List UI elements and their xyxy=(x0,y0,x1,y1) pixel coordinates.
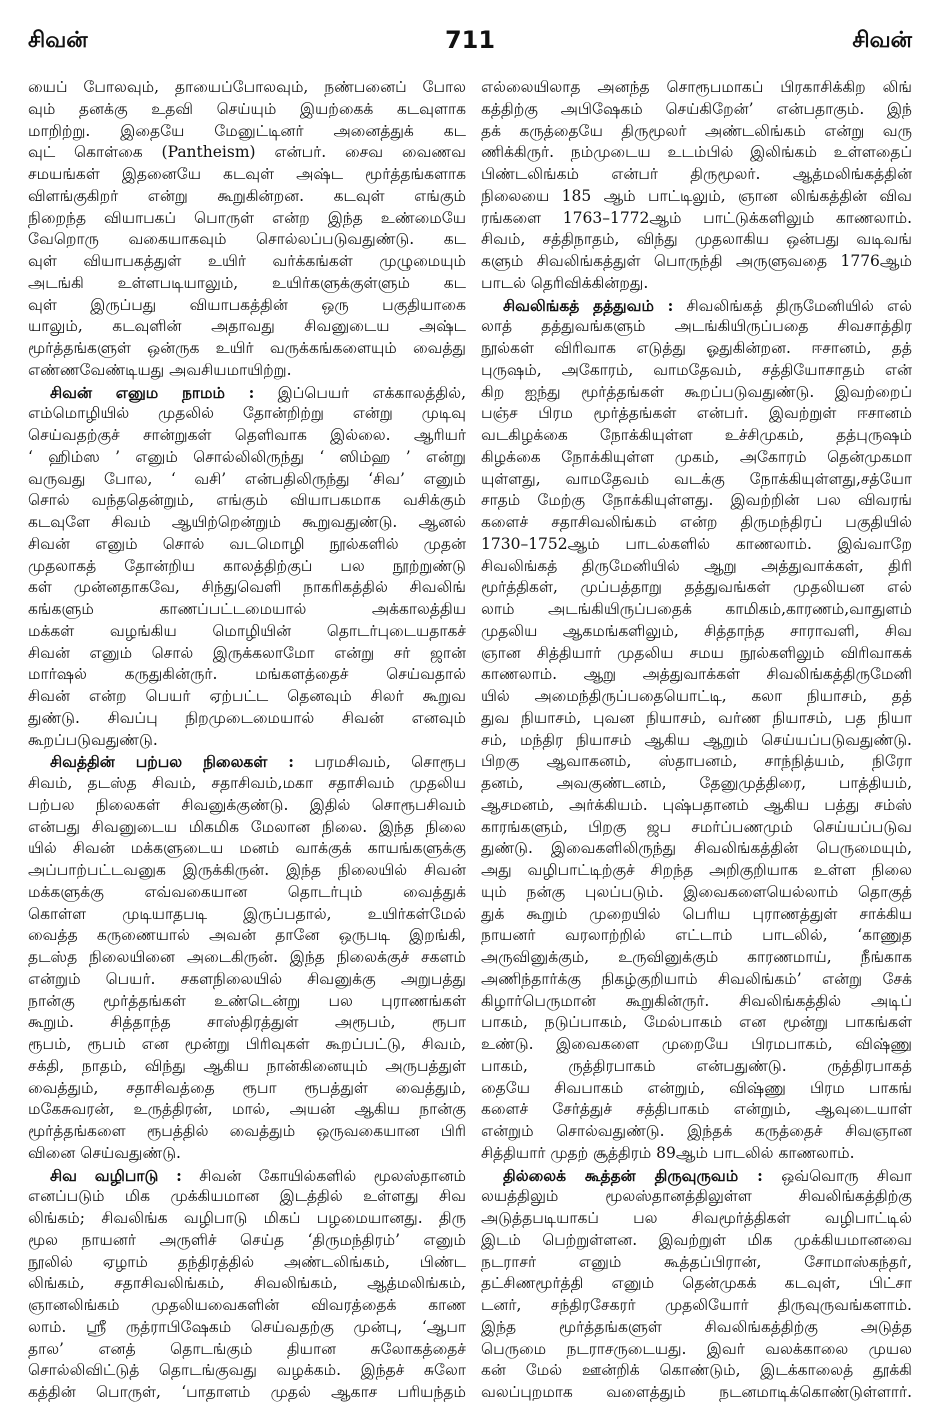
text-line xyxy=(481,447,912,469)
line-text: சம், மந்திர நியாசம் ஆகிய ஆறும் செய்யப்படுவதுண்டு. xyxy=(481,730,912,749)
text-line xyxy=(28,643,466,665)
line-text: லாத் தத்துவங்களும் அடங்கியிருப்பதை சிவசாத்திர xyxy=(481,317,912,336)
text-line xyxy=(481,838,912,860)
text-line xyxy=(481,534,912,556)
text-line xyxy=(28,664,466,686)
text-line xyxy=(481,730,912,752)
text-line xyxy=(481,1012,912,1034)
line-text: சிவன் என்ற பெயர் ஏற்பட்ட தெனவும் சிலர் கூறுவ xyxy=(28,687,466,705)
text-line xyxy=(28,534,466,556)
text-line xyxy=(28,1273,466,1295)
line-text: மக்கள் வழங்கிய மொழியின் தொடர்புடையதாகச் xyxy=(28,621,466,640)
text-line xyxy=(28,425,466,447)
text-line xyxy=(481,164,912,186)
text-line xyxy=(28,251,466,273)
line-text: புருஷம், அகோரம், வாமதேவம், சத்தியோசாதம் என் xyxy=(481,360,912,379)
text-line xyxy=(28,1012,466,1034)
text-line xyxy=(28,1056,466,1078)
line-text: சிவம், சத்திநாதம், விந்து முதலாகிய ஒன்பது வடிவங் xyxy=(481,230,912,249)
text-line xyxy=(28,751,466,773)
text-line xyxy=(28,991,466,1013)
line-text: நூலில் ஏழாம் தந்திரத்தில் அண்டலிங்கம், பிண்ட xyxy=(28,1252,466,1271)
text-line xyxy=(481,1360,912,1382)
text-line xyxy=(481,1230,912,1252)
line-text: வருவது போல, ‘ வசி’ என்பதிலிருந்து ‘சிவ’ எனும் xyxy=(28,469,466,488)
line-text: எண்ணவேண்டியது அவசியமாயிற்று. xyxy=(28,360,292,379)
line-text: ‘ ஹிம்ஸ ’ எனும் சொல்லிலிருந்து ‘ ஸிம்ஹ ’ என்று xyxy=(28,447,466,466)
line-text: கிற ஐந்து மூர்த்தங்கள் கூறப்படுவதுண்டு. இவற்றைப் xyxy=(481,382,912,401)
line-text: பாகம், ருத்திரபாகம் என்பதுண்டு. ருத்திரபாகத் xyxy=(481,1056,912,1075)
section-heading: சிவ வழிபாடு : xyxy=(50,1165,182,1185)
line-text: மூர்த்தங்களுள் ஒன்ருக உயிர் வருக்கங்களையும் வைத்து xyxy=(28,339,466,357)
line-text: நான்கு மூர்த்தங்கள் உண்டென்று பல புராணங்கள் xyxy=(28,991,466,1010)
line-text: சிவன் கோயில்களில் மூலஸ்தானம் xyxy=(199,1166,466,1185)
text-line xyxy=(28,512,466,534)
text-line xyxy=(28,1099,466,1121)
text-line xyxy=(481,947,912,969)
line-text: அணிந்தார்க்கு நிகழ்குறியாம் சிவலிங்கம்’ என்று சேக் xyxy=(481,969,912,988)
text-line xyxy=(28,860,466,882)
text-line xyxy=(28,904,466,926)
line-text: எம்மொழியில் முதலில் தோன்றிற்று என்று முடிவு xyxy=(28,404,466,423)
text-line xyxy=(481,664,912,686)
text-line xyxy=(481,904,912,926)
text-line xyxy=(481,251,912,273)
line-text: துக் கூறும் முறையில் பெரிய புராணத்துள் சாக்கிய xyxy=(481,904,912,923)
text-line xyxy=(481,643,912,665)
line-text: நூல்கள் விரிவாக எடுத்து ஓதுகின்றன. ஈசானம், தத் xyxy=(481,339,912,357)
line-text: ஒவ்வொரு சிவா xyxy=(781,1166,912,1185)
line-text: என்றும் பெயர். சகளநிலையில் சிவனுக்கு அறுபத்து xyxy=(28,969,466,988)
text-line xyxy=(481,1121,912,1143)
text-line xyxy=(28,208,466,230)
line-text: சித்தியார் முதற் சூத்திரம் 89ஆம் பாடலில் காணலாம். xyxy=(481,1143,855,1162)
line-text: தால’ எனத் தொடங்கும் தியான சுலோகத்தைச் xyxy=(28,1339,466,1358)
text-line xyxy=(481,1186,912,1208)
line-text: மார்ஷல் கருதுகின்ருர். மங்களத்தைச் செய்வதால் xyxy=(28,665,466,684)
text-line xyxy=(481,1208,912,1230)
line-text: கங்களும் காணப்பட்டமையால் அக்காலத்திய xyxy=(28,600,466,618)
line-text: அடுத்தபடியாகப் பல சிவமூர்த்திகள் வழிபாட்டில் xyxy=(481,1209,912,1227)
line-text: அது வழிபாட்டிற்குச் சிறந்த அறிகுறியாக உள்ள நிலை xyxy=(481,861,912,879)
text-line xyxy=(481,273,912,295)
text-line xyxy=(481,338,912,360)
text-line xyxy=(28,708,466,730)
text-line xyxy=(481,925,912,947)
text-line xyxy=(28,99,466,121)
text-line xyxy=(28,947,466,969)
text-line xyxy=(481,599,912,621)
line-text: யில் அமைந்திருப்பதையொட்டி, கலா நியாசம், தத் xyxy=(481,687,912,705)
text-line xyxy=(481,186,912,208)
text-line xyxy=(28,403,466,425)
line-text: 1730–1752ஆம் பாடல்களில் காணலாம். இவ்வாறே xyxy=(481,534,912,553)
text-line xyxy=(481,403,912,425)
text-line xyxy=(28,1295,466,1317)
line-text: சொல்லிவிட்டுத் தொடங்குவது வழக்கம். இந்தச் சுலோ xyxy=(28,1361,466,1380)
text-line xyxy=(481,817,912,839)
running-head-right: சிவன் xyxy=(852,27,912,53)
text-line xyxy=(28,817,466,839)
line-text: ரங்களை 1763–1772ஆம் பாட்டுக்களிலும் காணலாம். xyxy=(481,208,912,227)
text-line xyxy=(481,751,912,773)
line-text: சிவன் எனும் சொல் இருக்கலாமோ என்று சர் ஜான் xyxy=(28,643,466,662)
text-line xyxy=(481,686,912,708)
text-line xyxy=(481,99,912,121)
text-line xyxy=(28,186,466,208)
line-text: சொல் வந்ததென்றும், எங்கும் வியாபகமாக வசிக்கும் xyxy=(28,491,466,510)
text-line xyxy=(481,1078,912,1100)
line-text: நடராசர் எனும் கூத்தப்பிரான், சோமாஸ்கந்தர், xyxy=(481,1252,912,1271)
text-line xyxy=(481,1317,912,1339)
text-line xyxy=(28,316,466,338)
text-line xyxy=(28,295,466,317)
line-text: காரங்களும், பிறகு ஜப சமர்ப்பணமும் செய்யப்படுவ xyxy=(481,817,912,836)
line-text: மக்களுக்கு எவ்வகையான தொடர்பும் வைத்துக் xyxy=(28,882,466,901)
text-line xyxy=(481,77,912,99)
text-line xyxy=(28,164,466,186)
line-text: சிவலிங்கத் திருமேனியில் எல் xyxy=(686,296,912,315)
line-text: மாறிற்று. இதையே மேனுட்டினர் அனைத்துக் கட xyxy=(28,121,466,140)
line-text: காணலாம். ஆறு அத்துவாக்கள் சிவலிங்கத்திருமேனி xyxy=(481,665,912,684)
line-text: ணிக்கிருர். நம்முடைய உடம்பில் இலிங்கம் உள்ளதைப் xyxy=(481,143,912,162)
line-text: எல்லையிலாத அனந்த சொரூபமாகப் பிரகாசிக்கிற லிங் xyxy=(481,78,912,96)
line-text: வுள் இருப்பது வியாபகத்தின் ஒரு பகுதியாகை xyxy=(28,295,466,314)
line-text: அடங்கி உள்ளபடியாலும், உயிர்களுக்குள்ளும் கட xyxy=(28,273,466,292)
text-line xyxy=(481,1143,912,1165)
text-line xyxy=(481,708,912,730)
line-text: இடம் பெற்றுள்ளன. இவற்றுள் மிக முக்கியமானவை xyxy=(481,1230,912,1249)
text-line xyxy=(481,991,912,1013)
text-line xyxy=(481,382,912,404)
line-text: நிறைந்த வியாபகப் பொருள் என்ற இந்த உண்மையே xyxy=(28,208,466,227)
text-line xyxy=(28,1382,466,1404)
text-line xyxy=(28,1339,466,1361)
line-text: பாகம், நடுப்பாகம், மேல்பாகம் என மூன்று பாகங்கள் xyxy=(481,1013,912,1032)
line-text: கள் முன்னதாகவே, சிந்துவெளி நாகரிகத்தில் சிவலிங் xyxy=(28,578,466,597)
line-text: கூறப்படுவதுண்டு. xyxy=(28,730,158,749)
text-line xyxy=(481,425,912,447)
line-text: வுட் கொள்கை (Pantheism) என்பர். சைவ வைணவ xyxy=(28,143,466,162)
text-line xyxy=(28,1208,466,1230)
line-text: வுள் வியாபகத்துள் உயிர் வர்க்கங்கள் முழுமையும் xyxy=(28,252,466,270)
text-line xyxy=(481,1034,912,1056)
line-text: பரமசிவம், சொரூப xyxy=(314,753,466,772)
line-text: யும் நன்கு புலப்படும். இவைகளையெல்லாம் தொகுத் xyxy=(481,882,912,901)
line-text: லாம். ஸ்ரீ ருத்ராபிஷேகம் செய்வதற்கு முன்பு, ‘ஆபா xyxy=(28,1317,466,1336)
text-line xyxy=(28,577,466,599)
line-text: யாலும், கடவுளின் அதாவது சிவனுடைய அஷ்ட xyxy=(28,317,466,336)
line-text: களைச் சேர்த்துச் சத்திபாகம் என்றும், ஆவுடையாள் xyxy=(481,1100,912,1119)
text-line xyxy=(481,1382,912,1404)
line-text: சிவன் எனும் சொல் வடமொழி நூல்களில் முதன் xyxy=(28,534,466,553)
text-line xyxy=(481,142,912,164)
section-heading: சிவத்தின் பற்பல நிலைகள் : xyxy=(50,752,294,772)
line-text: சிவலிங்கத் திருமேனியில் ஆறு அத்துவாக்கள், திரி xyxy=(481,556,912,575)
line-text: துண்டு. சிவப்பு நிறமுடைமையால் சிவன் எனவும் xyxy=(28,708,466,727)
text-line xyxy=(28,360,466,382)
right-column xyxy=(481,77,912,1404)
line-text: கூறும். சித்தாந்த சாஸ்திரத்துள் அரூபம், ரூபா xyxy=(28,1013,466,1032)
line-text: களைச் சதாசிவலிங்கம் என்ற திருமந்திரப் பகுதியில் xyxy=(481,513,912,531)
line-text: சமயங்கள் இதனையே கடவுள் அஷ்ட மூர்த்தங்களாக xyxy=(28,165,466,183)
line-text: பிறகு ஆவாகனம், ஸ்தாபனம், சாந்நித்யம், நிரோ xyxy=(481,752,912,771)
text-line xyxy=(28,773,466,795)
line-text: பாடல் தெரிவிக்கின்றது. xyxy=(481,273,649,292)
line-text: வைத்த கருணையால் அவன் தானே ஒருபடி இறங்கி, xyxy=(28,926,466,945)
text-line xyxy=(481,1056,912,1078)
line-text: கிழார்பெருமான் கூறுகின்ருர். சிவலிங்கத்தில் அடிப் xyxy=(481,991,912,1010)
line-text: மகேசுவரன், உருத்திரன், மால், அயன் ஆகிய நான்கு xyxy=(28,1100,466,1119)
text-line xyxy=(28,447,466,469)
line-text: ஞான சித்தியார் முதலிய சமய நூல்களிலும் விரிவாகக் xyxy=(481,643,912,662)
text-line xyxy=(28,273,466,295)
line-text: முதலிய ஆகமங்களிலும், சித்தாந்த சாராவளி, சிவ xyxy=(481,621,912,640)
text-line xyxy=(481,1252,912,1274)
text-line xyxy=(481,208,912,230)
text-line xyxy=(481,621,912,643)
line-text: என்பது சிவனுடைய மிகமிக மேலான நிலை. இந்த நிலை xyxy=(28,817,466,836)
line-text: வடகிழக்கை நோக்கியுள்ள உச்சிமுகம், தத்புருஷம் xyxy=(481,426,912,444)
text-line xyxy=(481,860,912,882)
line-text: களும் சிவலிங்கத்துள் பொருந்தி அருளுவதை 1776ஆம் xyxy=(481,252,912,270)
text-line xyxy=(28,1317,466,1339)
text-line xyxy=(28,730,466,752)
line-text: கன் மேல் ஊன்றிக் கொண்டும், இடக்காலைத் தூக்கி xyxy=(481,1361,912,1380)
text-line xyxy=(28,1186,466,1208)
text-line xyxy=(28,121,466,143)
line-text: பஞ்ச பிரம மூர்த்தங்கள் என்பர். இவற்றுள் ஈசானம் xyxy=(481,404,912,423)
line-text: யுள்ளது, வாமதேவம் வடக்கு நோக்கியுள்ளது,சத்யோ xyxy=(481,469,912,488)
line-text: முதலாகத் தோன்றிய காலத்திற்குப் பல நூற்றுண்டு xyxy=(28,556,466,575)
line-text: நாயனர் வரலாற்றில் எட்டாம் பாடலில், ‘காணுத xyxy=(481,926,912,945)
text-line xyxy=(481,577,912,599)
text-line xyxy=(28,969,466,991)
section-heading: தில்லைக் கூத்தன் திருவுருவம் : xyxy=(503,1165,763,1185)
text-line xyxy=(481,556,912,578)
line-text: பெருமை நடராசருடையது. இவர் வலக்காலை முயல xyxy=(481,1339,912,1358)
line-text: கத்தின் பொருள், ‘பாதாளம் முதல் ஆகாச பரியந்தம் xyxy=(28,1383,466,1401)
line-text: நிலையை 185 ஆம் பாட்டிலும், ஞான லிங்கத்தின் விவ xyxy=(481,186,912,205)
line-text: அப்பாற்பட்டவனுக இருக்கிருன். இந்த நிலையில் சிவன் xyxy=(28,861,466,879)
text-line xyxy=(28,795,466,817)
line-text: மூர்த்திகள், முப்பத்தாறு தத்துவங்கள் முதலியன எல் xyxy=(481,578,912,597)
text-line xyxy=(481,882,912,904)
text-line xyxy=(28,556,466,578)
running-head-left: சிவன் xyxy=(28,27,88,53)
section-heading: சிவலிங்கத் தத்துவம் : xyxy=(503,295,674,315)
text-line xyxy=(481,1165,912,1187)
line-text: வைத்தும், சதாசிவத்தை ரூபா ரூபத்துள் வைத்தும், xyxy=(28,1078,466,1097)
line-text: ஞானலிங்கம் முதலியவைகளின் விவரத்தைக் காண xyxy=(28,1296,466,1314)
line-text: சிவம், தடஸ்த சிவம், சதாசிவம்,மகா சதாசிவம் முதலிய xyxy=(28,774,466,792)
text-line xyxy=(28,882,466,904)
text-line xyxy=(28,469,466,491)
line-text: கத்திற்கு அபிஷேகம் செய்கிறேன்’ என்பதாகும். இந் xyxy=(481,99,912,118)
text-line xyxy=(481,773,912,795)
text-line xyxy=(481,969,912,991)
text-line xyxy=(28,925,466,947)
text-line xyxy=(481,360,912,382)
text-line xyxy=(28,1360,466,1382)
line-text: இப்பெயர் எக்காலத்தில், xyxy=(277,383,466,402)
text-line xyxy=(28,599,466,621)
text-line xyxy=(481,1339,912,1361)
line-text: மூல நாயனர் அருளிச் செய்த ‘திருமந்திரம்’ எனும் xyxy=(28,1230,466,1249)
text-line xyxy=(481,795,912,817)
text-line xyxy=(481,229,912,251)
line-text: லிங்கம், சதாசிவலிங்கம், சிவலிங்கம், ஆத்மலிங்கம், xyxy=(28,1274,466,1293)
text-line xyxy=(481,1295,912,1317)
text-line xyxy=(28,338,466,360)
line-text: கொள்ள முடியாதபடி இருப்பதால், உயிர்கள்மேல் xyxy=(28,904,466,923)
line-text: டனர், சந்திரசேகரர் முதலியோர் திருவுருவங்களாம். xyxy=(481,1296,912,1314)
section-heading: சிவன் எனும நாமம் : xyxy=(50,382,255,402)
text-line xyxy=(28,1034,466,1056)
line-text: கிழக்கை நோக்கியுள்ள முகம், அகோரம் தென்முகமா xyxy=(481,447,912,466)
text-line xyxy=(481,295,912,317)
line-text: ஆசமனம், அர்க்கியம். புஷ்பதானம் ஆகிய பத்து சம்ஸ் xyxy=(481,795,912,814)
line-text: வலப்புறமாக வளைத்தும் நடனமாடிக்கொண்டுள்ளார். xyxy=(481,1383,912,1401)
text-line xyxy=(481,490,912,512)
line-text: சாதம் மேற்கு நோக்கியுள்ளது. இவற்றின் பல விவரங் xyxy=(481,491,912,510)
line-text: செய்வதற்குச் சான்றுகள் தெளிவாக இல்லை. ஆரியர் xyxy=(28,426,466,444)
line-text: வேறொரு வகையாகவும் சொல்லப்படுவதுண்டு. கட xyxy=(28,230,466,249)
line-text: தக் கருத்தையே திருமூலர் அண்டலிங்கம் என்று வரு xyxy=(481,121,912,140)
line-text: விளங்குகிறர் என்று கூறுகின்றன. கடவுள் எங்கும் xyxy=(28,186,466,205)
line-text: யைப் போலவும், தாயைப்போலவும், நண்பனைப் போல xyxy=(28,78,466,96)
text-line xyxy=(28,621,466,643)
line-text: உண்டு. இவைகளை முறையே பிரமபாகம், விஷ்ணு xyxy=(481,1035,912,1053)
line-text: கடவுளே சிவம் ஆயிற்றென்றும் கூறுவதுண்டு. ஆனல் xyxy=(28,513,466,531)
text-line xyxy=(28,229,466,251)
line-text: வும் தனக்கு உதவி செய்யும் இயற்கைக் கடவுளாக xyxy=(28,99,466,118)
line-text: தையே சிவபாகம் என்றும், விஷ்ணு பிரம பாகங் xyxy=(481,1078,912,1097)
text-line xyxy=(28,382,466,404)
text-line xyxy=(28,1165,466,1187)
line-text: யில் சிவன் மக்களுடைய மனம் வாக்குக் காயங்களுக்கு xyxy=(28,839,466,858)
text-line xyxy=(481,469,912,491)
line-text: தடஸ்த நிலையினை அடைகிருன். இந்த நிலைக்குச் சகளம் xyxy=(28,948,466,966)
text-line xyxy=(481,1099,912,1121)
left-column xyxy=(28,77,466,1404)
line-text: எனப்படும் மிக முக்கியமான இடத்தில் உள்ளது சிவ xyxy=(28,1187,466,1206)
text-line xyxy=(481,121,912,143)
line-text: வினை செய்வதுண்டு. xyxy=(28,1143,181,1162)
line-text: பிண்டலிங்கம் என்பர் திருமூலர். ஆத்மலிங்கத்தின் xyxy=(481,165,912,183)
line-text: துண்டு. இவைகளிலிருந்து சிவலிங்கத்தின் பெருமையும், xyxy=(481,839,912,858)
text-line xyxy=(28,1078,466,1100)
text-line xyxy=(28,1121,466,1143)
text-line xyxy=(28,77,466,99)
text-line xyxy=(28,1143,466,1165)
text-line xyxy=(28,1252,466,1274)
line-text: மூர்த்தங்களை ரூபத்தில் வைத்தும் ஒருவகையான பிரி xyxy=(28,1122,466,1140)
line-text: தட்சிணமூர்த்தி எனும் தென்முகக் கடவுள், பிட்சா xyxy=(481,1274,912,1293)
line-text: துவ நியாசம், புவன நியாசம், வர்ண நியாசம், பத நியா xyxy=(481,708,912,727)
line-text: லயத்திலும் மூலஸ்தானத்திலுள்ள சிவலிங்கத்திற்கு xyxy=(481,1187,912,1206)
text-line xyxy=(28,490,466,512)
text-line xyxy=(481,512,912,534)
line-text: சக்தி, நாதம், விந்து ஆகிய நான்கினையும் அருபத்துள் xyxy=(28,1056,466,1075)
page-number: 711 xyxy=(444,26,496,54)
line-text: லிங்கம்; சிவலிங்க வழிபாடு மிகப் பழமையானது. திரு xyxy=(28,1209,466,1227)
text-line xyxy=(28,1230,466,1252)
text-line xyxy=(28,142,466,164)
line-text: இந்த மூர்த்தங்களுள் சிவலிங்கத்திற்கு அடுத்த xyxy=(481,1317,912,1336)
line-text: லாம் அடங்கியிருப்பதைக் காமிகம்,காரணம்,வாதுளம் xyxy=(481,600,912,618)
line-text: அருவினுக்கும், உருவினுக்கும் காரணமாய், நீங்காக xyxy=(481,948,912,966)
line-text: ரூபம், ரூபம் என மூன்று பிரிவுகள் கூறப்பட்டு, சிவம், xyxy=(28,1035,466,1053)
line-text: தனம், அவகுண்டனம், தேனுமுத்திரை, பாத்தியம், xyxy=(481,774,912,792)
text-line xyxy=(481,1273,912,1295)
text-line xyxy=(28,686,466,708)
text-line xyxy=(28,838,466,860)
line-text: பற்பல நிலைகள் சிவனுக்குண்டு. இதில் சொரூபசிவம் xyxy=(28,795,466,814)
line-text: என்றும் சொல்வதுண்டு. இந்தக் கருத்தைச் சிவஞான xyxy=(481,1122,912,1140)
text-line xyxy=(481,316,912,338)
